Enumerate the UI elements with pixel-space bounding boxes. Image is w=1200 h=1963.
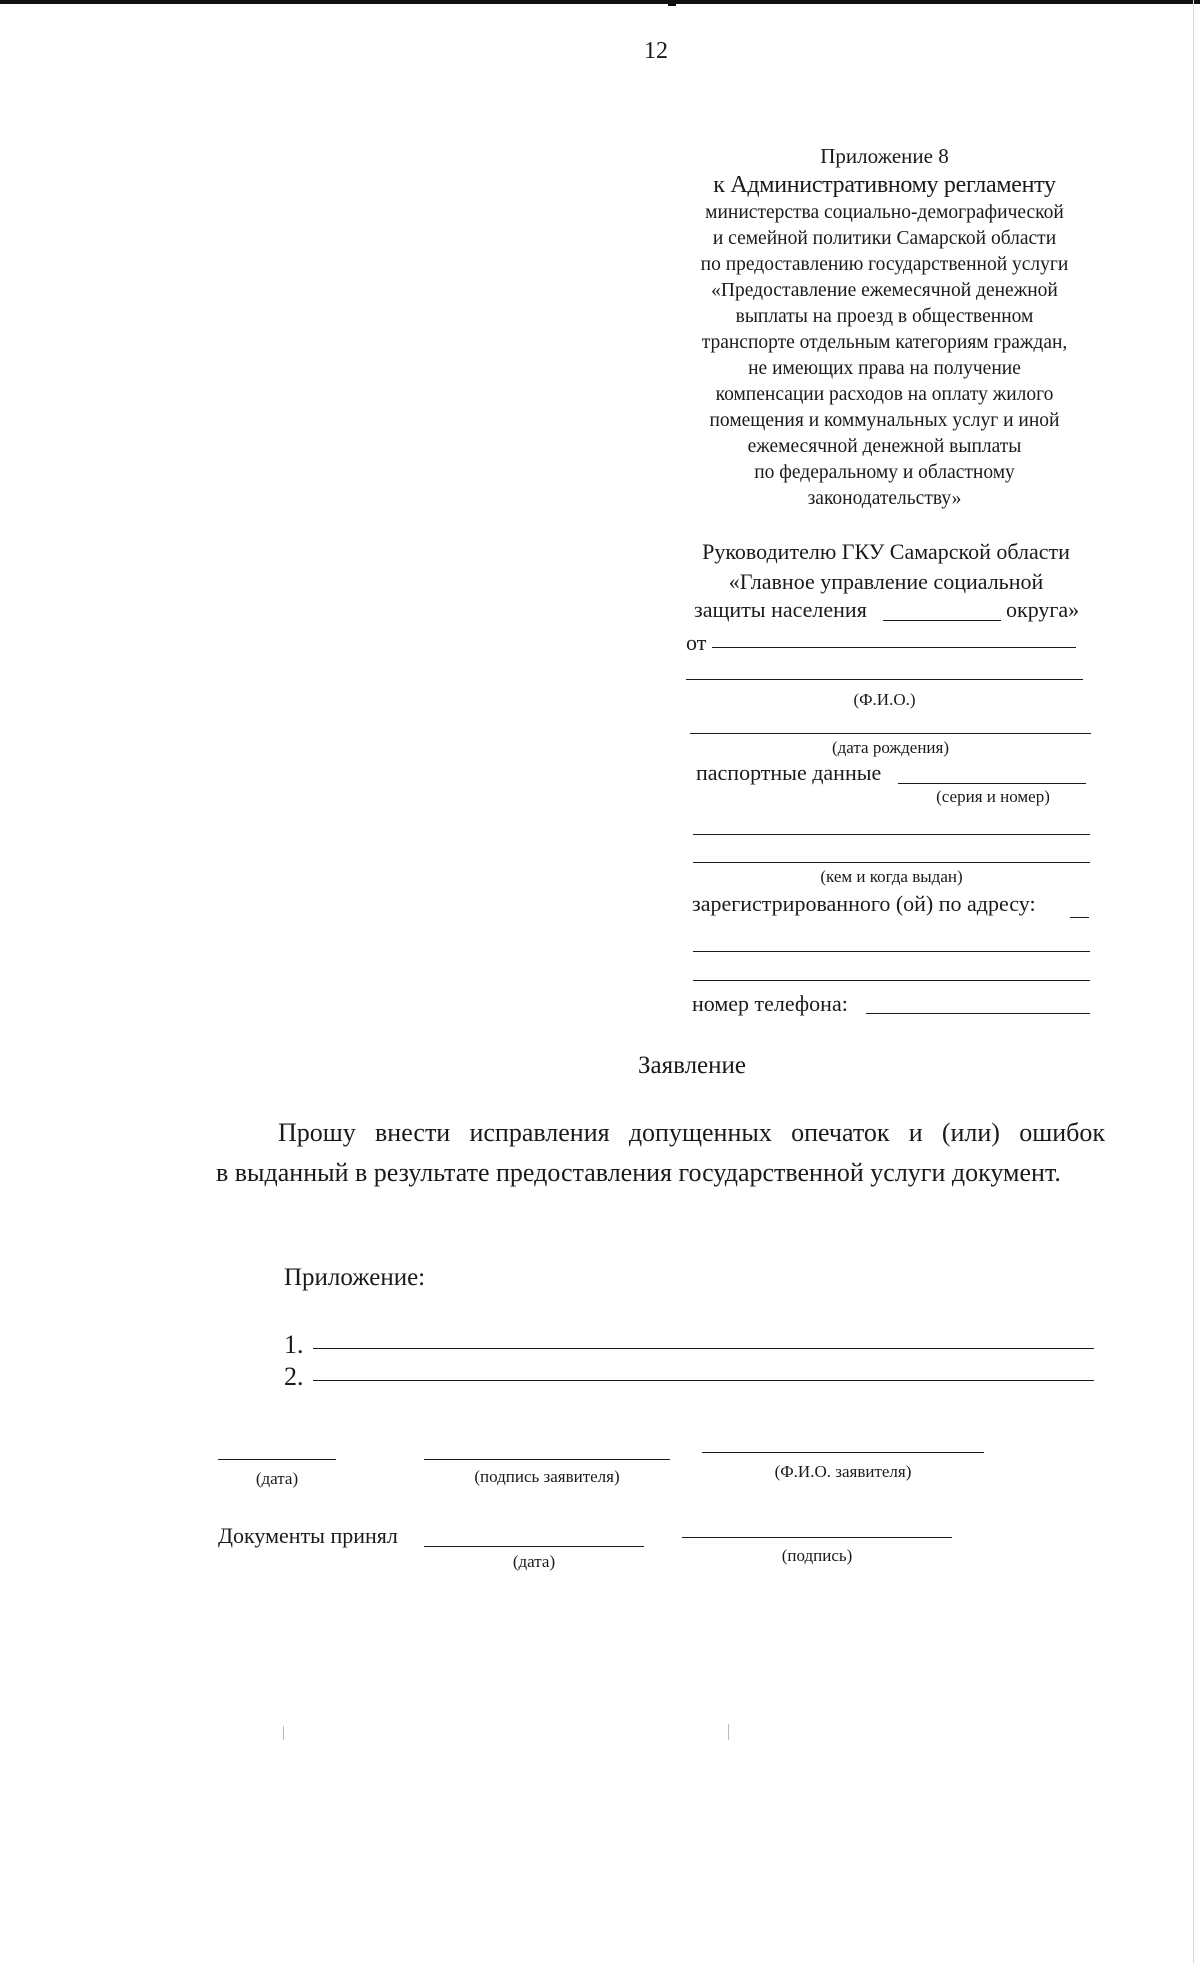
statement-line-2: в выданный в результате предоставления государственной услуги документ.	[216, 1158, 1061, 1187]
scan-right-edge	[1193, 0, 1194, 1963]
statement-body	[216, 1113, 1105, 1193]
appendix-line: помещения и коммунальных услуг и иной	[709, 410, 1060, 431]
appendix-title: Приложение 8	[820, 144, 949, 168]
address-field-inline[interactable]	[1070, 917, 1089, 918]
registered-label: зарегистрированного (ой) по адресу:	[692, 891, 1036, 916]
appendix-line: ежемесячной денежной выплаты	[747, 436, 1022, 457]
from-label: от	[686, 630, 707, 655]
birth-date-caption: (дата рождения)	[831, 738, 950, 757]
appendix-regulation: к Административному регламенту	[713, 172, 1056, 198]
attachment-field-1[interactable]	[313, 1348, 1094, 1349]
appendix-line: по предоставлению государственной услуги	[700, 254, 1069, 275]
appendix-header	[682, 143, 1087, 512]
appendix-line: транспорте отдельным категориям граждан,	[701, 332, 1068, 353]
accepted-signature-caption: (подпись)	[781, 1546, 853, 1565]
district-label-end: округа»	[1006, 597, 1080, 622]
attachment-number-1: 1.	[284, 1330, 304, 1359]
page-number: 12	[644, 38, 668, 64]
scan-artifact	[728, 1724, 729, 1740]
applicant-fio-caption: (Ф.И.О. заявителя)	[774, 1462, 912, 1481]
appendix-line: не имеющих права на получение	[748, 358, 1021, 379]
fio-caption: (Ф.И.О.)	[853, 690, 916, 709]
applicant-date-caption: (дата)	[255, 1469, 299, 1488]
addressee-line: Руководителю ГКУ Самарской области	[702, 539, 1070, 564]
appendix-line: по федеральному и областному	[754, 462, 1015, 483]
address-field-1[interactable]	[693, 951, 1090, 952]
appendix-line: компенсации расходов на оплату жилого	[715, 384, 1054, 405]
appendix-line: «Предоставление ежемесячной денежной	[711, 280, 1058, 301]
applicant-signature-field[interactable]	[424, 1459, 670, 1460]
attachment-field-2[interactable]	[313, 1380, 1094, 1381]
addressee-line: «Главное управление социальной	[728, 569, 1044, 594]
scan-artifact	[283, 1726, 284, 1740]
issued-field-2[interactable]	[693, 862, 1090, 863]
statement-title: Заявление	[637, 1052, 747, 1079]
applicant-date-field[interactable]	[218, 1459, 336, 1460]
passport-field[interactable]	[898, 783, 1086, 784]
scan-top-notch	[668, 3, 676, 6]
address-field-2[interactable]	[693, 980, 1090, 981]
appendix-line: выплаты на проезд в общественном	[735, 306, 1034, 327]
applicant-fio-field[interactable]	[702, 1452, 984, 1453]
attachment-number-2: 2.	[284, 1362, 304, 1391]
addressee-block	[686, 537, 1086, 597]
appendix-line: законодательству»	[807, 488, 962, 509]
issued-caption: (кем и когда выдан)	[820, 867, 963, 886]
appendix-line: министерства социально-демографической	[705, 202, 1064, 223]
phone-field[interactable]	[866, 1013, 1090, 1014]
appendix-line: и семейной политики Самарской области	[712, 228, 1057, 249]
birth-date-field[interactable]	[690, 733, 1091, 734]
accepted-label: Документы принял	[218, 1523, 398, 1548]
applicant-signature-caption: (подпись заявителя)	[474, 1467, 620, 1486]
accepted-signature-field[interactable]	[682, 1537, 952, 1538]
attachments-label: Приложение:	[284, 1264, 426, 1291]
statement-line-1: Прошу внести исправления допущенных опечаток и (или) ошибок	[278, 1118, 1105, 1147]
accepted-date-caption: (дата)	[512, 1552, 556, 1571]
phone-label: номер телефона:	[692, 991, 848, 1016]
passport-caption: (серия и номер)	[936, 787, 1050, 806]
passport-label: паспортные данные	[696, 760, 882, 785]
district-label: защиты населения	[694, 597, 867, 622]
fio-field[interactable]	[686, 679, 1083, 680]
district-field[interactable]	[883, 620, 1001, 621]
scan-top-border	[0, 0, 1200, 4]
issued-field-1[interactable]	[693, 834, 1090, 835]
from-field[interactable]	[712, 647, 1076, 648]
accepted-date-field[interactable]	[424, 1546, 644, 1547]
